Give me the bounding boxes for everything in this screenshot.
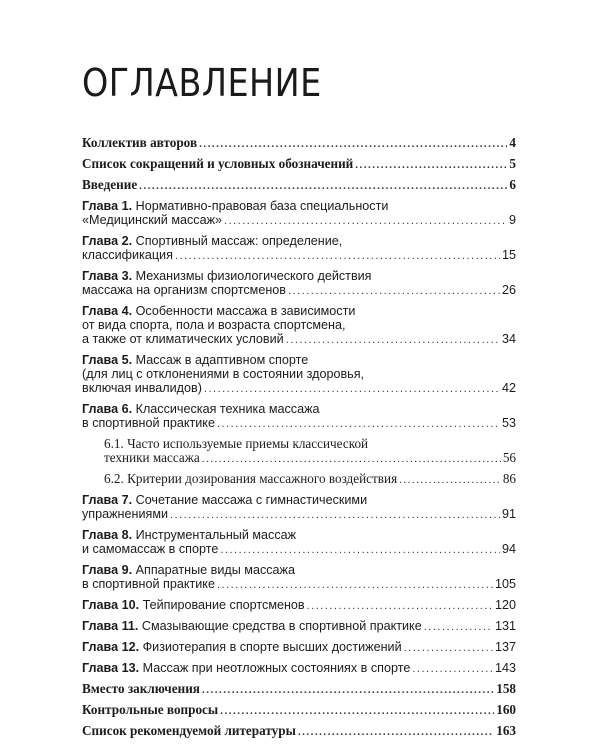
toc-entry-title: Физиотерапия в спорте высших достижений [142,640,402,654]
toc-line [82,178,516,192]
toc-entry[interactable] [82,528,516,556]
toc-page-number: 158 [496,681,516,696]
toc-entry-title: массажа на организм спортсменов [82,283,286,297]
toc-line [82,199,516,213]
toc-entry[interactable] [82,269,516,297]
toc-entry[interactable] [82,157,516,171]
toc-entry-title: в спортивной практике [82,577,215,591]
toc-entry-title: техники массажа [104,450,200,465]
toc-entry-title: Массаж в адаптивном спорте [135,353,309,367]
dot-leader [355,158,507,172]
toc-entry[interactable] [82,353,516,395]
dot-leader [170,508,500,522]
toc-line [82,318,516,332]
toc-page-number: 4 [509,135,516,150]
toc-entry-title: Список сокращений и условных обозначений [82,156,354,171]
toc-entry-title: Сочетание массажа с гимнастическими [135,493,368,507]
page-title: ОГЛАВЛЕНИЕ [82,61,322,105]
toc-line [82,640,516,654]
toc-entry[interactable] [82,598,516,612]
toc-entry[interactable] [82,724,516,738]
chapter-number: Глава 5. [82,353,133,367]
toc-page-number: 5 [509,156,516,171]
toc-page-number: 86 [502,471,516,486]
toc-page-number: 160 [496,702,516,717]
toc-page-number: 94 [501,542,516,556]
toc-entry-title: включая инвалидов) [82,381,202,395]
toc-line [82,269,516,283]
toc-entry-title: Особенности массажа в зависимости [135,304,356,318]
chapter-number: Глава 4. [82,304,133,318]
dot-leader [298,725,494,739]
toc-line [82,416,516,430]
toc-entry[interactable] [82,402,516,430]
toc-line [104,451,516,465]
toc-line [104,437,516,451]
toc-line [82,563,516,577]
toc-line [82,724,516,738]
toc-line [104,472,516,486]
toc-entry-title: в спортивной практике [82,416,215,430]
toc-entry-title: 6.2. Критерии дозирования массажного воздействия [104,471,398,486]
toc-line [82,493,516,507]
chapter-number: Глава 12. [82,640,140,654]
toc-page-number: 56 [502,450,516,465]
toc-entry-title: Спортивный массаж: определение, [135,234,343,248]
toc-line [82,381,516,395]
toc-entry-title: а также от климатических условий [82,332,284,346]
toc-page-number: 15 [501,248,516,262]
toc-entry-title: Механизмы физиологического действия [135,269,372,283]
chapter-number: Глава 11. [82,619,139,633]
toc-page-number: 105 [494,577,516,591]
toc-line [82,136,516,150]
chapter-number: Глава 10. [82,598,140,612]
toc-entry[interactable] [82,703,516,717]
toc-line [82,248,516,262]
dot-leader [412,662,493,676]
toc-line [82,367,516,381]
dot-leader [217,417,500,431]
chapter-number: Глава 2. [82,234,133,248]
toc-page-number: 34 [501,332,516,346]
toc-line [82,682,516,696]
toc-entry[interactable] [82,682,516,696]
toc-line [82,283,516,297]
toc-entry-title: Классическая техника массажа [135,402,320,416]
toc-line [82,234,516,248]
toc-entry-title: классификация [82,248,173,262]
toc-entry[interactable] [104,472,516,486]
toc-entry-title: Нормативно-правовая база специальности [135,199,389,213]
dot-leader [202,683,494,697]
toc-line [82,213,516,227]
dot-leader [139,179,507,193]
dot-leader [224,214,507,228]
toc-entry-title: Коллектив авторов [82,135,198,150]
table-of-contents [82,136,516,745]
toc-entry[interactable] [104,437,516,465]
toc-line [82,332,516,346]
toc-entry-title: Вместо заключения [82,681,200,696]
toc-entry[interactable] [82,661,516,675]
toc-line [82,619,516,633]
toc-entry[interactable] [82,619,516,633]
toc-page-number: 53 [501,416,516,430]
toc-page-number: 137 [494,640,516,654]
toc-page-number: 6 [509,177,516,192]
chapter-number: Глава 13. [82,661,140,675]
toc-entry[interactable] [82,234,516,262]
toc-line [82,528,516,542]
dot-leader [404,641,493,655]
toc-page-number: 9 [508,213,516,227]
toc-entry-title: Тейпирование спортсменов [142,598,305,612]
toc-entry-title: «Медицинский массаж» [82,213,223,227]
toc-entry[interactable] [82,563,516,591]
toc-entry[interactable] [82,304,516,346]
chapter-number: Глава 3. [82,269,133,283]
toc-line [82,353,516,367]
toc-entry-title: 6.1. Часто используемые приемы классической [104,436,369,451]
toc-line [82,598,516,612]
chapter-number: Глава 8. [82,528,133,542]
toc-page-number: 163 [496,723,516,738]
dot-leader [286,333,500,347]
dot-leader [307,599,493,613]
chapter-number: Глава 9. [82,563,133,577]
dot-leader [199,137,507,151]
dot-leader [202,452,501,466]
toc-line [82,157,516,171]
toc-page-number: 120 [494,598,516,612]
chapter-number: Глава 7. [82,493,133,507]
toc-line [82,577,516,591]
toc-page-number: 42 [501,381,516,395]
toc-entry-title: (для лиц с отклонениями в состоянии здоровья, [82,367,365,381]
toc-entry-title: упражнениями [82,507,169,521]
toc-entry-title: и самомассаж в спорте [82,542,219,556]
toc-entry-title: Инструментальный массаж [135,528,297,542]
toc-entry-title: Аппаратные виды массажа [135,563,295,577]
dot-leader [220,543,500,557]
toc-entry-title: от вида спорта, пола и возраста спортсмена, [82,318,346,332]
toc-entry-title: Массаж при неотложных состояниях в спорте [142,661,411,675]
chapter-number: Глава 1. [82,199,133,213]
dot-leader [399,473,501,487]
dot-leader [204,382,500,396]
toc-page-number: 143 [494,661,516,675]
dot-leader [424,620,493,634]
toc-line [82,402,516,416]
dot-leader [175,249,500,263]
dot-leader [288,284,500,298]
toc-entry[interactable] [82,136,516,150]
toc-line [82,703,516,717]
toc-page-number: 26 [501,283,516,297]
toc-entry[interactable] [82,493,516,521]
toc-entry[interactable] [82,640,516,654]
toc-page-number: 91 [501,507,516,521]
toc-entry[interactable] [82,178,516,192]
toc-entry-title: Контрольные вопросы [82,702,219,717]
toc-entry[interactable] [82,199,516,227]
toc-line [82,507,516,521]
toc-page-number: 131 [494,619,516,633]
toc-line [82,542,516,556]
toc-entry-title: Смазывающие средства в спортивной практике [141,619,422,633]
toc-entry-title: Введение [82,177,138,192]
dot-leader [220,704,494,718]
toc-line [82,661,516,675]
toc-entry-title: Список рекомендуемой литературы [82,723,296,738]
toc-line [82,304,516,318]
dot-leader [217,578,493,592]
chapter-number: Глава 6. [82,402,133,416]
